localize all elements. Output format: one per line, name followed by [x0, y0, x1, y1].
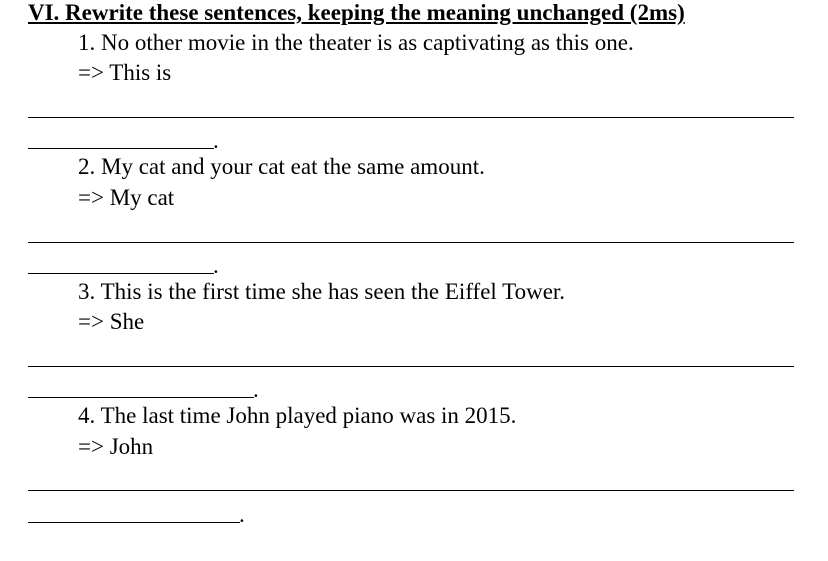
section-title: VI. Rewrite these sentences, keeping the meaning unchanged (2ms) [28, 0, 685, 25]
question-4-prompt: 4. The last time John played piano was in 2015. [78, 403, 517, 428]
question-2-prompt: 2. My cat and your cat eat the same amount. [78, 154, 485, 179]
question-2-answer-line [28, 242, 794, 243]
question-4-answer-line [28, 490, 794, 491]
question-1-prompt: 1. No other movie in the theater is as captivating as this one. [78, 30, 634, 55]
question-1-answer-line-end [28, 148, 214, 149]
question-3-prompt: 3. This is the first time she has seen the Eiffel Tower. [78, 279, 566, 304]
question-3-answer-start: => She [78, 309, 145, 334]
question-2-period: . [213, 253, 219, 278]
question-2-answer-start: => My cat [78, 185, 175, 210]
question-3-answer-line [28, 366, 794, 367]
question-4-period: . [239, 502, 245, 527]
question-4-answer-line-end [28, 522, 240, 523]
question-1-answer-line [28, 117, 794, 118]
question-3-period: . [253, 377, 259, 402]
question-2-answer-line-end [28, 273, 214, 274]
question-1-period: . [213, 128, 219, 153]
question-1-answer-start: => This is [78, 60, 172, 85]
question-3-answer-line-end [28, 397, 254, 398]
question-4-answer-start: => John [78, 434, 154, 459]
